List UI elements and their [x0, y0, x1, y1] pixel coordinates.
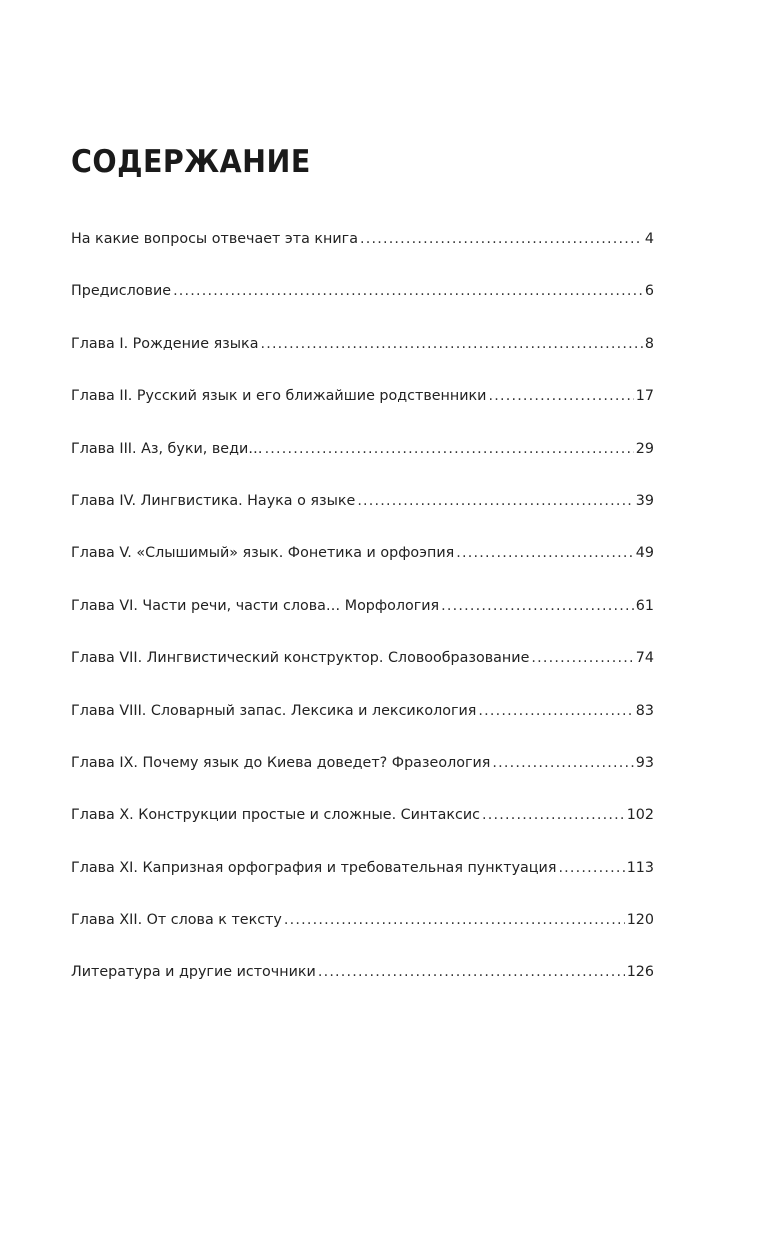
toc-entry	[71, 439, 654, 491]
toc-entry-page: 93	[635, 754, 654, 771]
toc-entry-page: 49	[635, 545, 654, 562]
table-of-contents	[71, 229, 654, 1015]
toc-entry	[71, 386, 654, 438]
toc-entry-title: Литература и другие источники	[71, 964, 316, 981]
toc-entry-page: 29	[635, 440, 654, 457]
toc-entry-title: Предисловие	[71, 283, 172, 300]
book-page	[71, 0, 654, 1241]
toc-entry-title: Глава VIII. Словарный запас. Лексика и лексикология	[71, 702, 477, 719]
dot-leader	[558, 858, 624, 878]
toc-entry	[71, 648, 654, 700]
toc-entry-page: 126	[626, 964, 654, 981]
toc-entry-page: 83	[635, 702, 654, 719]
toc-entry	[71, 596, 654, 648]
dot-leader	[482, 805, 625, 825]
toc-entry	[71, 910, 654, 962]
toc-entry	[71, 229, 654, 281]
toc-entry-page: 120	[626, 912, 654, 929]
toc-entry-page: 6	[644, 283, 654, 300]
dot-leader	[488, 386, 633, 406]
toc-entry-title: Глава II. Русский язык и его ближайшие родственники	[71, 388, 487, 405]
toc-entry	[71, 491, 654, 543]
toc-entry-title: Глава IX. Почему язык до Киева доведет? Фразеология	[71, 754, 491, 771]
toc-entry-title: Глава V. «Слышимый» язык. Фонетика и орфоэпия	[71, 545, 455, 562]
dot-leader	[284, 910, 625, 930]
dot-leader	[531, 648, 633, 668]
toc-entry-title: Глава I. Рождение языка	[71, 335, 259, 352]
toc-entry	[71, 334, 654, 386]
toc-entry-page: 8	[644, 335, 654, 352]
toc-entry-page: 39	[635, 492, 654, 509]
toc-entry-page: 102	[626, 807, 654, 824]
toc-entry	[71, 281, 654, 333]
dot-leader	[441, 596, 634, 616]
toc-entry-title: Глава XII. От слова к тексту	[71, 912, 282, 929]
toc-entry-title: Глава VII. Лингвистический конструктор. Словообразование	[71, 650, 530, 667]
toc-entry	[71, 858, 654, 910]
dot-leader	[260, 334, 642, 354]
toc-entry-page: 17	[635, 388, 654, 405]
toc-entry	[71, 805, 654, 857]
toc-entry	[71, 962, 654, 1014]
toc-entry-page: 4	[644, 231, 654, 247]
page-title: СОДЕРЖАНИЕ	[71, 144, 311, 180]
dot-leader	[357, 491, 633, 511]
toc-entry	[71, 701, 654, 753]
dot-leader	[173, 281, 643, 301]
dot-leader	[318, 962, 625, 982]
toc-entry-title: Глава III. Аз, буки, веди…	[71, 440, 263, 457]
toc-entry-title: Глава VI. Части речи, части слова… Морфология	[71, 597, 440, 614]
dot-leader	[265, 439, 634, 459]
dot-leader	[360, 229, 643, 249]
toc-entry-title: Глава X. Конструкции простые и сложные. Синтаксис	[71, 807, 481, 824]
toc-entry-title: На какие вопросы отвечает эта книга	[71, 231, 358, 247]
toc-entry-page: 61	[635, 597, 654, 614]
toc-entry	[71, 543, 654, 595]
dot-leader	[492, 753, 633, 773]
toc-entry	[71, 753, 654, 805]
dot-leader	[456, 543, 634, 563]
toc-entry-page: 113	[626, 859, 654, 876]
toc-entry-title: Глава XI. Капризная орфография и требовательная пунктуация	[71, 859, 557, 876]
toc-entry-title: Глава IV. Лингвистика. Наука о языке	[71, 492, 356, 509]
toc-entry-page: 74	[635, 650, 654, 667]
dot-leader	[478, 701, 633, 721]
